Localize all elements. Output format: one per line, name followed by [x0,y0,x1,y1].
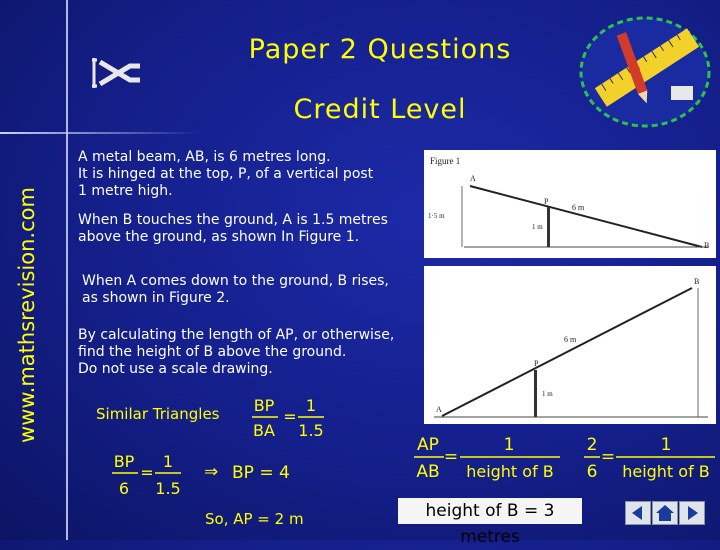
figure-1-label-a: A [470,174,476,183]
figure-2-post-height: 1 m [542,390,553,398]
ratio-bp-ba-den: BA [253,421,275,440]
ratio-2-6-rnum: 1 [660,435,672,455]
figure-1-diagram [424,150,716,258]
prev-arrow-icon [626,502,650,524]
question-paragraph-3 [82,273,389,307]
final-answer: height of B = 3 metres [398,498,582,524]
ratio-2-6 [582,432,717,484]
ratio-bp-6-num: BP [113,452,135,471]
ratio-bp-ba [250,394,330,444]
figure-1-caption: Figure 1 [430,156,461,166]
question-line: above the ground, as shown In Figure 1. [78,229,360,245]
sidebar-brand: www.mathsrevision.com [15,187,39,443]
ratio-bp-6-rnum: 1 [162,452,174,471]
equals-sign: = [443,447,459,467]
question-line: When A comes down to the ground, B rises, [82,273,389,289]
figure-1-post-height: 1 m [532,223,543,231]
ratio-ap-ab [414,432,564,484]
question-line: A metal beam, AB, is 6 metres long. [78,149,331,165]
ratio-ap-ab-num: AP [417,435,439,455]
figure-1-beam-length: 6 m [572,203,585,212]
ratio-ap-ab-rnum: 1 [503,435,515,455]
ratio-bp-6-rden: 1.5 [155,479,181,498]
ratio-bp-ba-rnum: 1 [305,396,317,415]
similar-triangles-label: Similar Triangles [96,405,220,423]
ratio-bp-ba-rden: 1.5 [298,421,324,440]
question-line: as shown in Figure 2. [82,290,230,306]
prev-button[interactable] [625,501,651,525]
question-paragraph-4 [78,327,394,378]
ratio-ap-ab-rden: height of B [466,462,554,481]
ratio-bp-6 [110,450,190,500]
scissors-icon [90,52,150,94]
ratio-bp-6-den: 6 [118,479,130,498]
decorative-horizontal-line [0,132,200,134]
figure-1-label-p: P [544,197,549,206]
page-title: Paper 2 Questions [248,34,512,65]
ratio-2-6-den: 6 [586,462,598,482]
figure-2-diagram [424,266,716,424]
question-line: find the height of B above the ground. [78,344,347,360]
question-line: 1 metre high. [78,183,173,199]
next-arrow-icon [680,502,704,524]
ratio-2-6-num: 2 [586,435,598,455]
question-line: By calculating the length of AP, or otherwise, [78,327,395,343]
home-button[interactable] [652,501,678,525]
ruler-pencil-logo [575,10,715,132]
figure-2-label-a: A [436,405,442,414]
next-button[interactable] [679,501,705,525]
decorative-vertical-line [66,0,68,540]
equals-sign: = [600,447,616,467]
figure-1-left-height: 1·5 m [428,212,445,220]
figure-1-label-b: B [704,241,710,250]
result-bp: BP = 4 [232,463,290,483]
result-ap: So, AP = 2 m [205,510,304,528]
question-line: Do not use a scale drawing. [78,361,273,377]
ratio-ap-ab-den: AB [416,462,440,482]
ratio-2-6-rden: height of B [622,462,710,481]
question-paragraph-2 [78,212,388,246]
page-subtitle: Credit Level [293,94,467,125]
figure-2-beam-length: 6 m [564,335,577,344]
figure-2-label-p: P [534,359,539,368]
ratio-bp-ba-num: BP [253,396,275,415]
question-line: When B touches the ground, A is 1.5 metres [78,212,388,228]
question-line: It is hinged at the top, P, of a vertical post [78,166,374,182]
figure-2-label-b: B [694,277,700,286]
implies-arrow-icon: ⇒ [204,462,219,482]
question-paragraph-1 [78,149,373,200]
equals-sign: = [283,407,297,426]
equals-sign: = [140,463,154,482]
home-icon [653,502,677,524]
